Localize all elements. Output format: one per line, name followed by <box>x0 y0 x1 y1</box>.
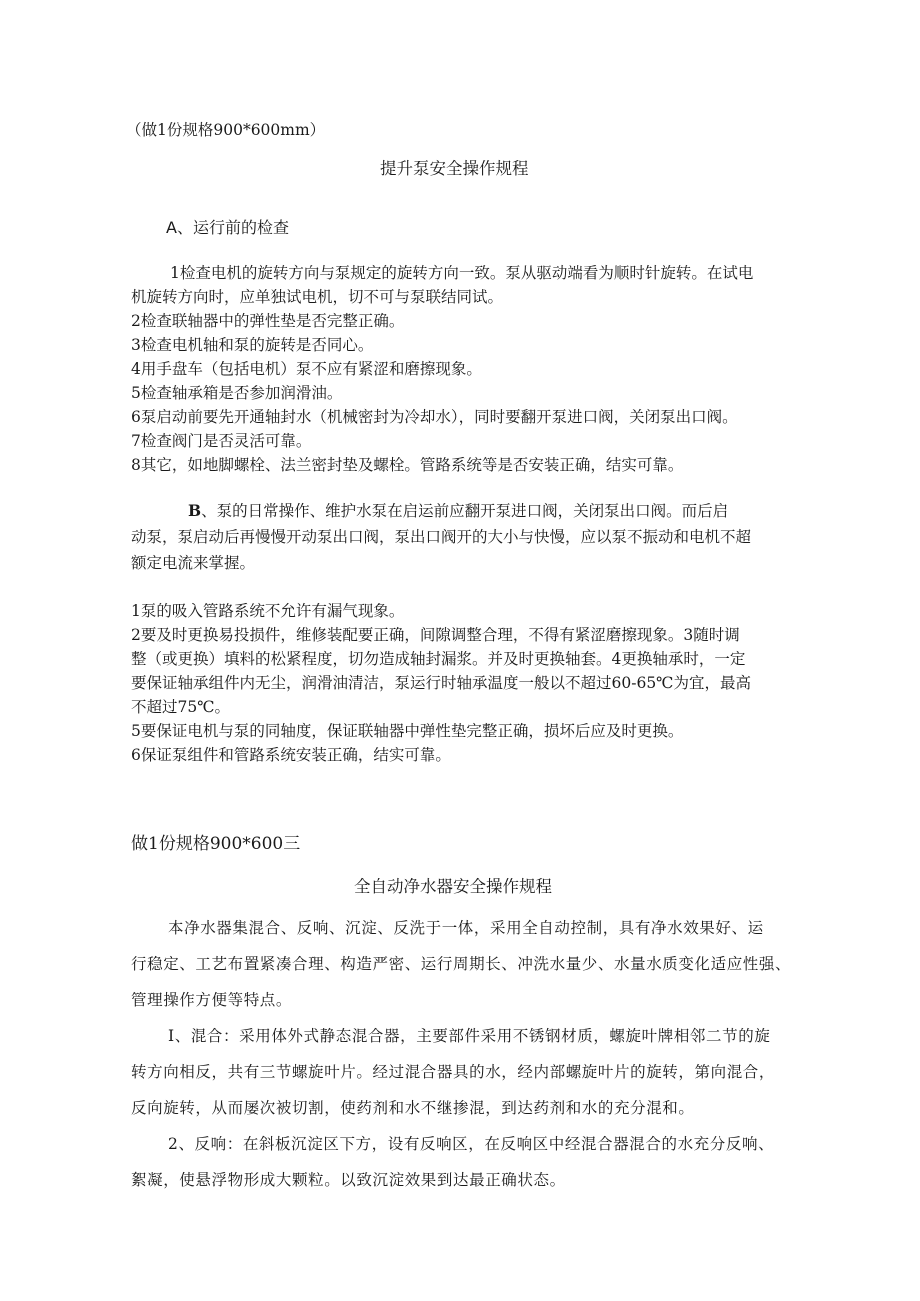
section-b-line: 额定电流来掌握。 <box>131 554 256 572</box>
intro-line: 本净水器集混合、反响、沉淀、反洗于一体，采用全自动控制，具有净水效果好、运 <box>168 919 764 937</box>
section-a-line: 3检查电机轴和泵的旋转是否同心。 <box>131 336 374 354</box>
section-a-line: 机旋转方向时，应单独试电机，切不可与泵联结同试。 <box>131 288 504 306</box>
section-b-marker: B <box>188 501 202 520</box>
section-a-heading: A、运行前的检查 <box>166 218 289 237</box>
section-b-item: 6保证泵组件和管路系统安装正确，结实可靠。 <box>131 746 451 764</box>
section-b-item: 1泵的吸入管路系统不允许有漏气现象。 <box>131 602 405 620</box>
spec-note-2: 做1份规格900*600三 <box>131 834 301 854</box>
section-a-line: 8其它，如地脚螺栓、法兰密封垫及螺栓。管路系统等是否安装正确，结实可靠。 <box>131 456 684 474</box>
section-b-first-line <box>188 500 728 522</box>
item1-line: 反向旋转，从而屡次被切割，使药剂和水不继掺混，到达药剂和水的充分混和。 <box>131 1099 695 1117</box>
spec-note-1: （做1份规格900*600mm） <box>126 121 326 139</box>
item1-line: I、混合：采用体外式静态混合器，主要部件采用不锈钢材质，螺旋叶牌相邻二节的旋 <box>168 1027 771 1045</box>
section-a-line: 1检查电机的旋转方向与泵规定的旋转方向一致。泵从驱动端看为顺时针旋转。在试电 <box>170 264 754 282</box>
section-b-item: 要保证轴承组件内无尘，润滑油清洁，泵运行时轴承温度一般以不超过60-65℃为宜，最高 <box>131 674 752 692</box>
intro-line: 行稳定、工艺布置紧凑合理、构造严密、运行周期长、冲洗水量少、水量水质变化适应性强、 <box>131 955 792 973</box>
section-a-line: 4用手盘车（包括电机）泵不应有紧涩和磨擦现象。 <box>131 360 482 378</box>
doc2-title: 全自动净水器安全操作规程 <box>354 877 552 896</box>
section-b-item: 2要及时更换易投损件，维修装配要正确，间隙调整合理，不得有紧涩磨擦现象。3随时调 <box>131 626 740 644</box>
section-b-text: 、泵的日常操作、维护水泵在启运前应翻开泵进口阀，关闭泵出口阀。而后启 <box>201 502 729 520</box>
item1-line: 转方向相反，共有三节螺旋叶片。经过混合器具的水，经内部螺旋叶片的旋转，第向混合， <box>131 1063 776 1081</box>
section-b-item: 整（或更换）填料的松紧程度，切勿造成轴封漏浆。并及时更换轴套。4更换轴承时，一定 <box>131 650 746 668</box>
intro-line: 管理操作方便等特点。 <box>131 991 293 1009</box>
item2-line: 2、反响：在斜板沉淀区下方，设有反响区，在反响区中经混合器混合的水充分反响、 <box>168 1135 775 1153</box>
section-b-item: 5要保证电机与泵的同轴度，保证联轴器中弹性垫完整正确，损坏后应及时更换。 <box>131 722 684 740</box>
item2-line: 絮凝，使悬浮物形成大颗粒。以致沉淀效果到达最正确状态。 <box>131 1171 566 1189</box>
section-a-line: 5检查轴承箱是否参加润滑油。 <box>131 384 343 402</box>
section-b-item: 不超过75℃。 <box>131 698 231 716</box>
section-a-line: 2检查联轴器中的弹性垫是否完整正确。 <box>131 312 405 330</box>
section-b-line: 动泵，泵启动后再慢慢开动泵出口阀，泵出口阀开的大小与快慢，应以泵不振动和电机不超 <box>131 528 752 546</box>
section-a-line: 7检查阀门是否灵活可靠。 <box>131 432 312 450</box>
section-a-line: 6泵启动前要先开通轴封水（机械密封为冷却水），同时要翻开泵进口阀，关闭泵出口阀。 <box>131 408 738 426</box>
doc1-title: 提升泵安全操作规程 <box>380 159 529 178</box>
